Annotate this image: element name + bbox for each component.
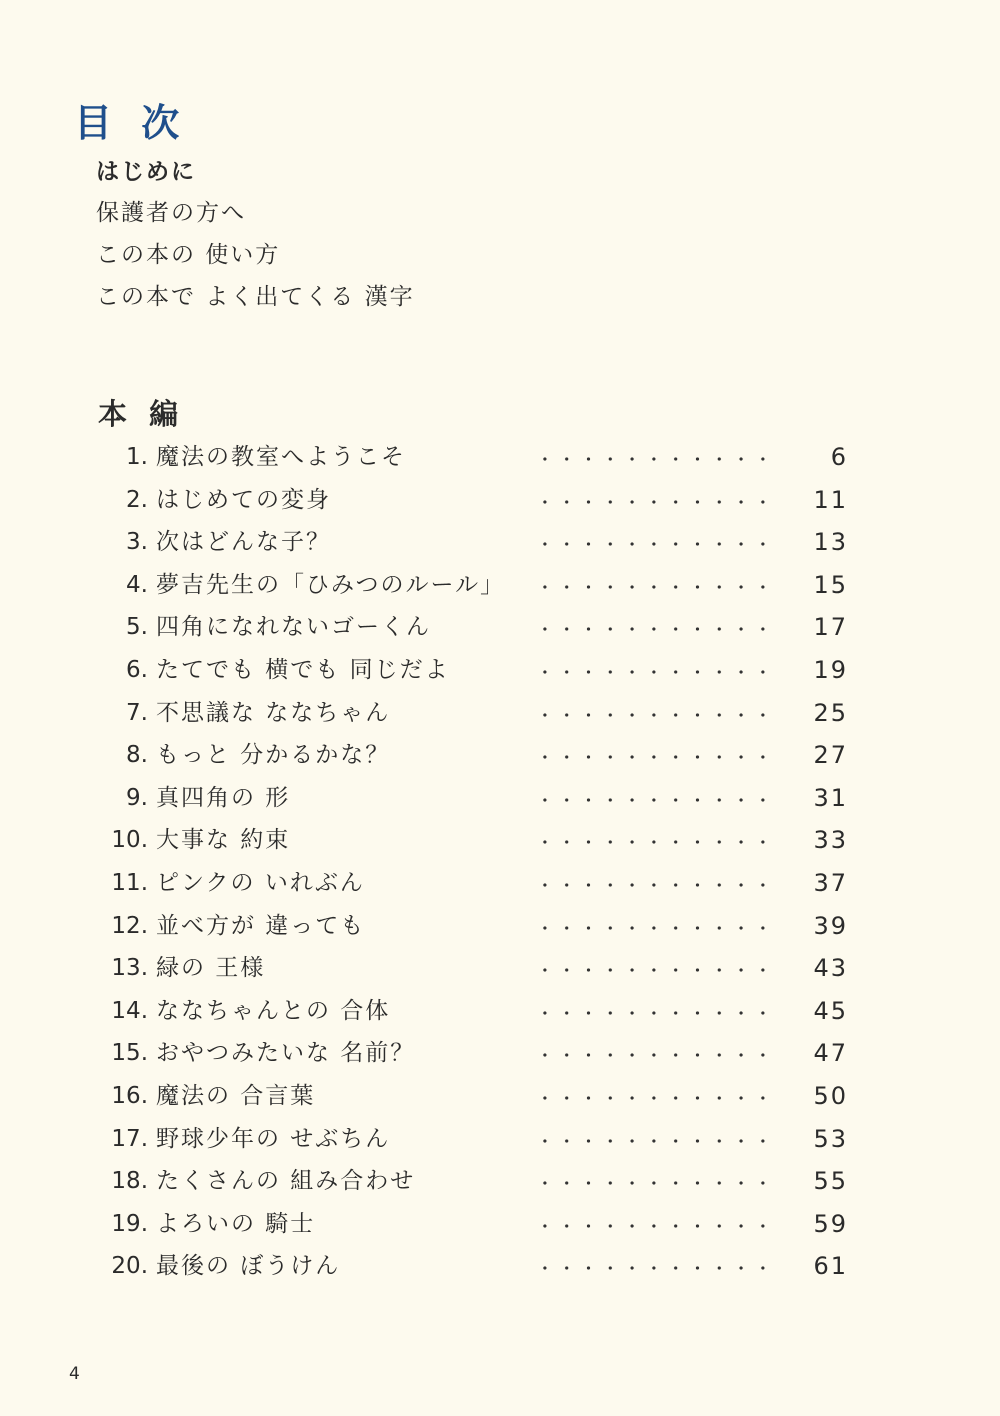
page-number: 4 (69, 1364, 80, 1384)
toc-entry[interactable] (0, 862, 1000, 905)
toc-dot-leader (534, 1266, 774, 1270)
toc-entry[interactable] (0, 1032, 1000, 1075)
toc-entry-number: 10. (111, 827, 148, 854)
toc-entry-number: 13. (111, 955, 148, 982)
toc-dot-leader (534, 457, 774, 461)
toc-entry-number: 9. (126, 784, 148, 811)
toc-entry[interactable] (0, 1245, 1000, 1288)
toc-entry-number: 8. (126, 742, 148, 769)
toc-entry-title: もっと 分かるかな？ (156, 742, 391, 769)
toc-entry[interactable] (0, 819, 1000, 862)
toc-entry-number: 12. (111, 912, 148, 939)
toc-entry[interactable] (0, 521, 1000, 564)
toc-dot-leader (534, 926, 774, 930)
toc-entry[interactable] (0, 479, 1000, 522)
toc-entry[interactable] (0, 990, 1000, 1033)
toc-entry-page: 53 (813, 1124, 848, 1153)
toc-entry[interactable] (0, 606, 1000, 649)
toc-entry-number: 1. (126, 444, 148, 470)
toc-entry-page: 15 (813, 570, 848, 599)
toc-entry-page: 17 (813, 613, 848, 642)
toc-entry-title: 次はどんな子？ (156, 529, 331, 556)
toc-entry-page: 39 (813, 911, 848, 940)
toc-entry-number: 11. (111, 869, 148, 896)
toc-entry-page: 27 (813, 741, 848, 770)
toc-entry-title: 大事な 約束 (156, 827, 291, 854)
toc-dot-leader (534, 1224, 774, 1228)
toc-entry-page: 33 (813, 826, 848, 855)
toc-entry-number: 5. (126, 614, 148, 641)
toc-entry[interactable] (0, 777, 1000, 820)
toc-entry-number: 3. (126, 529, 148, 556)
toc-entry-title: 並べ方が 違っても (156, 912, 366, 939)
toc-entry-title: 緑の 王様 (156, 955, 266, 982)
toc-entry-number: 20. (111, 1253, 148, 1280)
toc-dot-leader (534, 1181, 774, 1185)
toc-entry[interactable] (0, 1118, 1000, 1161)
toc-dot-leader (534, 670, 774, 674)
toc-entry-number: 17. (111, 1125, 148, 1152)
toc-entry[interactable] (0, 649, 1000, 692)
intro-item-how-to-use[interactable]: この本の 使い方 (96, 242, 281, 268)
toc-entry[interactable] (0, 692, 1000, 735)
toc-dot-leader (534, 627, 774, 631)
toc-dot-leader (534, 585, 774, 589)
toc-entry-title: たてでも 横でも 同じだよ (156, 656, 450, 683)
intro-item-hajimeni[interactable]: はじめに (96, 159, 196, 185)
toc-entry-title: 不思議な ななちゃん (156, 699, 391, 726)
toc-entry-title: はじめての変身 (156, 486, 331, 513)
toc-entry-number: 7. (126, 699, 148, 726)
toc-entry-title: 夢吉先生の「ひみつのルール」 (156, 571, 506, 598)
toc-entry[interactable] (0, 734, 1000, 777)
toc-entry-page: 6 (830, 443, 848, 471)
toc-entry[interactable] (0, 1075, 1000, 1118)
toc-entry-title: 四角になれないゴーくん (156, 614, 431, 641)
toc-entry-page: 59 (813, 1209, 848, 1238)
toc-entry-number: 4. (126, 571, 148, 598)
toc-list (0, 436, 1000, 1288)
toc-entry-title: よろいの 騎士 (156, 1210, 316, 1237)
toc-entry-title: たくさんの 組み合わせ (156, 1168, 416, 1195)
toc-entry-page: 61 (813, 1252, 848, 1281)
toc-entry-number: 2. (126, 486, 148, 513)
toc-entry-title: 真四角の 形 (156, 784, 291, 811)
toc-entry-page: 43 (813, 954, 848, 983)
intro-item-for-parents[interactable]: 保護者の方へ (96, 200, 246, 226)
toc-entry-title: ななちゃんとの 合体 (156, 997, 391, 1024)
toc-dot-leader (534, 1053, 774, 1057)
toc-entry[interactable] (0, 947, 1000, 990)
toc-dot-leader (534, 713, 774, 717)
toc-dot-leader (534, 1096, 774, 1100)
toc-entry-page: 55 (813, 1167, 848, 1196)
toc-dot-leader (534, 542, 774, 546)
toc-entry-title: 最後の ぼうけん (156, 1253, 341, 1280)
toc-entry-page: 37 (813, 868, 848, 897)
toc-dot-leader (534, 1011, 774, 1015)
toc-entry[interactable] (0, 905, 1000, 948)
toc-entry-number: 15. (111, 1040, 148, 1067)
toc-dot-leader (534, 500, 774, 504)
toc-entry-page: 25 (813, 698, 848, 727)
toc-entry-number: 14. (111, 997, 148, 1024)
intro-list (96, 152, 415, 318)
toc-entry-page: 50 (813, 1081, 848, 1110)
toc-entry-number: 6. (126, 656, 148, 683)
toc-entry-page: 19 (813, 655, 848, 684)
page-title: 目 次 (74, 101, 188, 146)
toc-entry-page: 11 (813, 485, 848, 514)
toc-entry[interactable] (0, 436, 1000, 479)
toc-entry-page: 45 (813, 996, 848, 1025)
toc-dot-leader (534, 1139, 774, 1143)
toc-entry[interactable] (0, 1203, 1000, 1246)
section-title-main: 本 編 (98, 397, 185, 432)
toc-entry-title: 魔法の教室へようこそ (156, 444, 406, 470)
toc-entry-title: ピンクの いれぶん (156, 869, 365, 896)
toc-entry-page: 13 (813, 528, 848, 557)
toc-entry-title: おやつみたいな 名前？ (156, 1040, 416, 1067)
toc-entry-title: 野球少年の せぶちん (156, 1125, 391, 1152)
toc-entry-number: 19. (111, 1210, 148, 1237)
toc-dot-leader (534, 755, 774, 759)
toc-entry-page: 31 (813, 783, 848, 812)
toc-entry[interactable] (0, 564, 1000, 607)
toc-entry-title: 魔法の 合言葉 (156, 1082, 316, 1109)
toc-entry-page: 47 (813, 1039, 848, 1068)
toc-entry-number: 16. (111, 1082, 148, 1109)
intro-item-common-kanji[interactable]: この本で よく出てくる 漢字 (96, 284, 415, 310)
toc-entry-number: 18. (111, 1168, 148, 1195)
toc-dot-leader (534, 968, 774, 972)
toc-dot-leader (534, 883, 774, 887)
toc-dot-leader (534, 798, 774, 802)
toc-dot-leader (534, 840, 774, 844)
toc-entry[interactable] (0, 1160, 1000, 1203)
